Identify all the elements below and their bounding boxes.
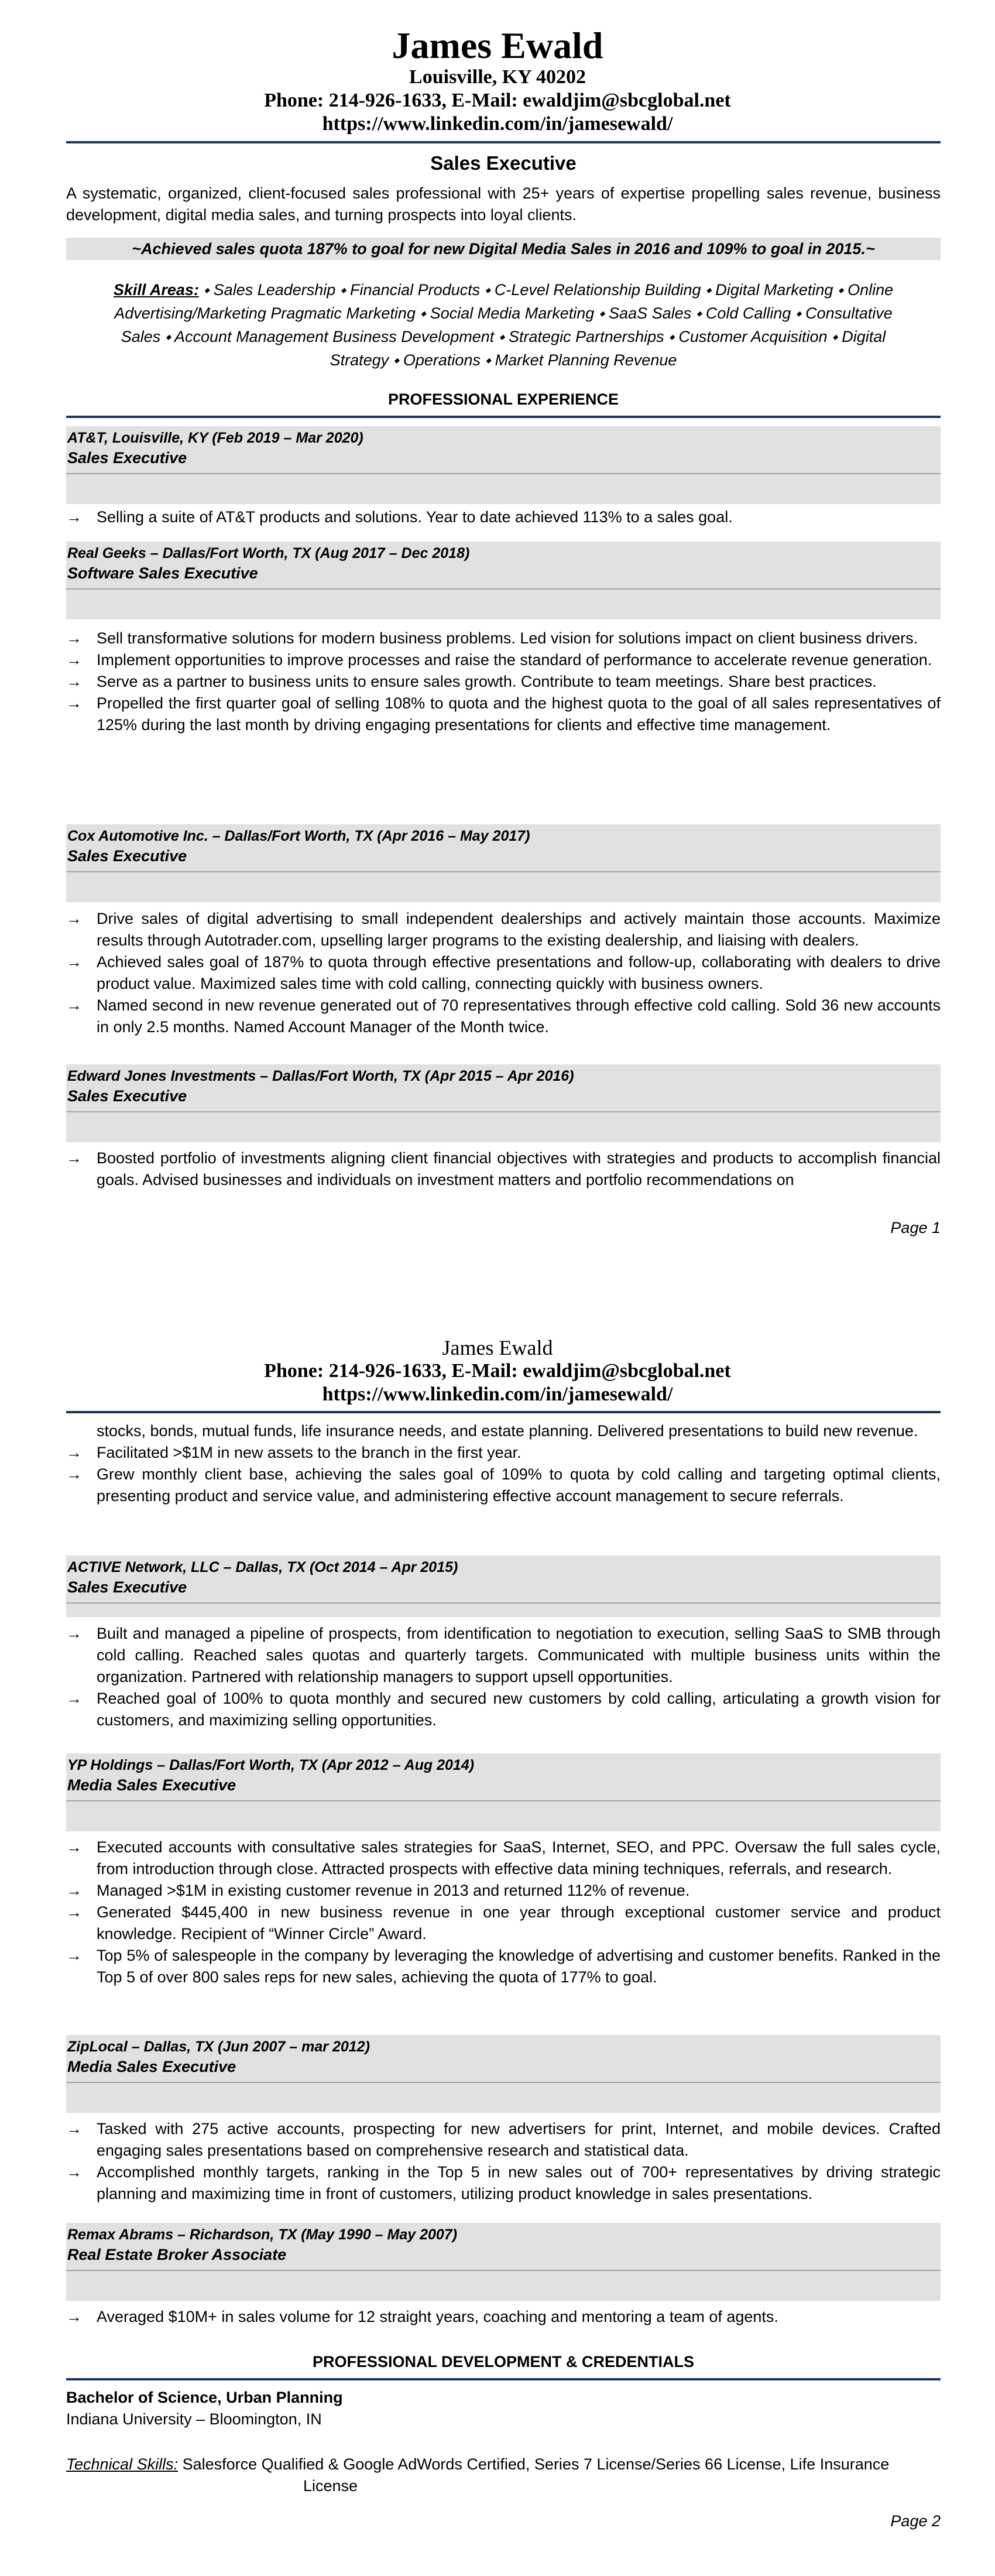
list-item: → Achieved sales goal of 187% to quota through effective presentations and follow-up, collaborating with dealers to drive product value. Maximized sales time with cold calling, connecting quickly with business owners. xyxy=(66,951,941,995)
list-item: → Executed accounts with consultative sales strategies for SaaS, Internet, SEO, and PPC. Oversaw the full sales cycle, from introduction through close. Attracted prospects with effective data mining techniques, referrals, and research. xyxy=(66,1837,941,1880)
job-company: Cox Automotive Inc. – Dallas/Fort Worth, TX (Apr 2016 – May 2017) xyxy=(67,828,530,844)
arrow-icon: → xyxy=(66,1149,82,1167)
job-company: Real Geeks – Dallas/Fort Worth, TX (Aug 2017 – Dec 2018) xyxy=(67,545,470,561)
job-company: ZipLocal – Dallas, TX (Jun 2007 – mar 2012) xyxy=(67,2039,370,2055)
list-item: → Grew monthly client base, achieving the sales goal of 109% to quota by cold calling and targeting optimal clients, presenting product and service value, and administering effective account management to secure referrals. xyxy=(66,1464,941,1507)
skill-areas-line xyxy=(66,278,941,302)
candidate-contact: Phone: 214-926-1633, E-Mail: ewaldjim@sbcglobal.net xyxy=(264,90,731,111)
job-title: Media Sales Executive xyxy=(67,2058,236,2075)
arrow-icon: → xyxy=(66,651,82,669)
job-header xyxy=(66,1064,941,1142)
job-title: Sales Executive xyxy=(67,449,187,467)
resume-page-2 xyxy=(0,1288,995,2576)
skill-areas-line4: Strategy ⬩ Operations ⬩ Market Planning Revenue xyxy=(330,351,677,369)
arrow-icon: → xyxy=(66,2308,82,2325)
technical-skills xyxy=(66,2454,941,2497)
arrow-icon: → xyxy=(66,673,82,690)
job-bullets xyxy=(66,506,941,528)
skill-areas-line1: ⬩ Sales Leadership ⬩ Financial Products ⬩ C-Level Relationship Building ⬩ Digital Marketing ⬩ Online xyxy=(203,281,894,299)
job-divider xyxy=(66,1800,941,1801)
continuation-divider xyxy=(66,1411,941,1413)
technical-skills-value-cont: License xyxy=(303,2477,358,2495)
school: Indiana University – Bloomington, IN xyxy=(66,2410,322,2428)
job-company: ACTIVE Network, LLC – Dallas, TX (Oct 2014 – Apr 2015) xyxy=(67,1559,458,1575)
list-item: stocks, bonds, mutual funds, life insurance needs, and estate planning. Delivered presentations to build new revenue. xyxy=(97,1422,918,1440)
list-item: → Top 5% of salespeople in the company by leveraging the knowledge of advertising and customer benefits. Ranked in the Top 5 of over 800 sales reps for new sales, achieving the quota of 177% to goal. xyxy=(66,1945,941,1988)
experience-heading: PROFESSIONAL EXPERIENCE xyxy=(387,390,619,408)
job-company: AT&T, Louisville, KY (Feb 2019 – Mar 2020) xyxy=(67,430,363,446)
job-divider xyxy=(66,2082,941,2083)
job-company: Remax Abrams – Richardson, TX (May 1990 – May 2007) xyxy=(67,2226,458,2243)
arrow-icon: → xyxy=(66,1444,82,1461)
job-title: Media Sales Executive xyxy=(67,1776,236,1794)
arrow-icon: → xyxy=(66,2163,82,2181)
list-item: → Accomplished monthly targets, ranking in the Top 5 in new sales out of 700+ representatives by driving strategic planning and maximizing time in front of customers, utilizing product knowledge in sales presentations. xyxy=(66,2161,941,2205)
job-divider xyxy=(66,473,941,474)
job-bullets xyxy=(66,1837,941,1988)
job-bullets xyxy=(66,1147,941,1191)
header-divider xyxy=(66,141,941,143)
headline: Sales Executive xyxy=(430,152,577,174)
list-item: → Generated $445,400 in new business revenue in one year through exceptional customer service and product knowledge. Recipient of “Winner Circle” Award. xyxy=(66,1902,941,1945)
job-header xyxy=(66,2223,941,2301)
arrow-icon: → xyxy=(66,694,82,712)
experience-divider xyxy=(66,416,941,418)
technical-skills-label: Technical Skills: xyxy=(66,2455,179,2473)
page-number: Page 2 xyxy=(890,2512,941,2530)
list-item: → Drive sales of digital advertising to small independent dealerships and actively maintain those accounts. Maximize results through Autotrader.com, upselling larger programs to the existing dealership, and liaising with dealers. xyxy=(66,908,941,951)
job-company: Edward Jones Investments – Dallas/Fort Worth, TX (Apr 2015 – Apr 2016) xyxy=(67,1068,574,1084)
skill-areas xyxy=(66,278,941,372)
arrow-icon: → xyxy=(66,1947,82,1964)
list-item: → Serve as a partner to business units to ensure sales growth. Contribute to team meetings. Share best practices. xyxy=(66,671,941,693)
arrow-icon: → xyxy=(66,996,82,1014)
arrow-icon: → xyxy=(66,1882,82,1899)
job-title: Sales Executive xyxy=(67,847,187,865)
job-bullets-continued xyxy=(66,1420,941,1507)
list-item: → Averaged $10M+ in sales volume for 12 straight years, coaching and mentoring a team of agents. xyxy=(66,2306,941,2328)
job-bullets xyxy=(66,2118,941,2205)
list-item: → Boosted portfolio of investments aligning client financial objectives with strategies and products to accomplish financial goals. Advised businesses and individuals on investment matters and portfolio recommendations on xyxy=(66,1147,941,1191)
skill-areas-line3: Sales ⬩ Account Management Business Development ⬩ Strategic Partnerships ⬩ Customer Acquisition ⬩ Digital xyxy=(121,328,886,345)
arrow-icon: → xyxy=(66,1903,82,1921)
job-header xyxy=(66,1753,941,1831)
job-header xyxy=(66,2035,941,2113)
job-bullets xyxy=(66,2306,941,2328)
job-title: Sales Executive xyxy=(67,1087,187,1105)
arrow-icon: → xyxy=(66,1838,82,1856)
arrow-icon: → xyxy=(66,910,82,927)
candidate-linkedin: https://www.linkedin.com/in/jamesewald/ xyxy=(322,113,673,135)
job-bullets xyxy=(66,1623,941,1731)
job-divider xyxy=(66,2270,941,2271)
list-item: → Facilitated >$1M in new assets to the branch in the first year. xyxy=(66,1442,941,1464)
job-header xyxy=(66,426,941,504)
continuation-name: James Ewald xyxy=(442,1336,553,1359)
technical-skills-value: Salesforce Qualified & Google AdWords Certified, Series 7 License/Series 66 License, Life Insurance xyxy=(182,2455,890,2473)
arrow-icon: → xyxy=(66,953,82,971)
job-bullets xyxy=(66,908,941,1038)
continuation-contact: Phone: 214-926-1633, E-Mail: ewaldjim@sbcglobal.net xyxy=(264,1360,731,1382)
skill-areas-label: Skill Areas: xyxy=(113,281,199,299)
list-item: → Sell transformative solutions for modern business problems. Led vision for solutions impact on client business drivers. xyxy=(66,628,941,649)
arrow-icon: → xyxy=(66,629,82,647)
list-item: → Tasked with 275 active accounts, prospecting for new advertisers for print, Internet, and mobile devices. Crafted engaging sales presentations based on comprehensive research and statistical data. xyxy=(66,2118,941,2161)
continuation-linkedin: https://www.linkedin.com/in/jamesewald/ xyxy=(322,1383,673,1405)
degree: Bachelor of Science, Urban Planning xyxy=(66,2389,343,2406)
job-header xyxy=(66,542,941,619)
job-company: YP Holdings – Dallas/Fort Worth, TX (Apr 2012 – Aug 2014) xyxy=(67,1757,475,1773)
job-bullets xyxy=(66,628,941,736)
arrow-icon: → xyxy=(66,508,82,526)
list-item: → Named second in new revenue generated out of 70 representatives through effective cold calling. Sold 36 new accounts in only 2.5 months. Named Account Manager of the Month twice. xyxy=(66,995,941,1038)
arrow-icon: → xyxy=(66,2120,82,2137)
list-item: → Selling a suite of AT&T products and solutions. Year to date achieved 113% to a sales goal. xyxy=(66,506,941,528)
list-item: → Propelled the first quarter goal of selling 108% to quota and the highest quota to the goal of all sales representatives of 125% during the last month by driving engaging presentations for clients and effective time management. xyxy=(66,693,941,736)
list-item: → Built and managed a pipeline of prospects, from identification to negotiation to execution, selling SaaS to SMB through cold calling. Reached sales quotas and quarterly targets. Communicated with multiple business units within the organization. Partnered with relationship managers to support upsell opportunities. xyxy=(66,1623,941,1688)
arrow-icon: → xyxy=(66,1690,82,1707)
list-item: → Implement opportunities to improve processes and raise the standard of performance to accelerate revenue generation. xyxy=(66,649,941,671)
job-divider xyxy=(66,871,941,872)
credentials-divider xyxy=(66,2378,941,2380)
page-number: Page 1 xyxy=(890,1219,941,1236)
job-title: Software Sales Executive xyxy=(67,564,258,582)
candidate-name: James Ewald xyxy=(392,25,603,66)
list-item: → Reached goal of 100% to quota monthly and secured new customers by cold calling, articulating a growth vision for customers, and maximizing selling opportunities. xyxy=(66,1688,941,1731)
job-divider xyxy=(66,1111,941,1112)
achievement-banner: ~Achieved sales quota 187% to goal for new Digital Media Sales in 2016 and 109% to goal in 2015.~ xyxy=(66,238,941,260)
job-title: Real Estate Broker Associate xyxy=(67,2246,287,2263)
credentials-heading: PROFESSIONAL DEVELOPMENT & CREDENTIALS xyxy=(312,2353,695,2371)
arrow-icon: → xyxy=(66,1625,82,1642)
job-title: Sales Executive xyxy=(67,1578,187,1596)
job-divider xyxy=(66,588,941,590)
list-item: → Managed >$1M in existing customer revenue in 2013 and returned 112% of revenue. xyxy=(66,1880,941,1902)
candidate-location: Louisville, KY 40202 xyxy=(409,66,586,88)
job-header xyxy=(66,824,941,902)
skill-areas-line2: Advertising/Marketing Pragmatic Marketing ⬩ Social Media Marketing ⬩ SaaS Sales ⬩ Cold Calling ⬩ Consultative xyxy=(114,304,893,322)
job-header xyxy=(66,1556,941,1617)
arrow-icon: → xyxy=(66,1465,82,1483)
job-divider xyxy=(66,1602,941,1604)
summary: A systematic, organized, client-focused sales professional with 25+ years of expertise propelling sales revenue, business development, digital media sales, and turning prospects into loyal clients. xyxy=(66,184,941,224)
